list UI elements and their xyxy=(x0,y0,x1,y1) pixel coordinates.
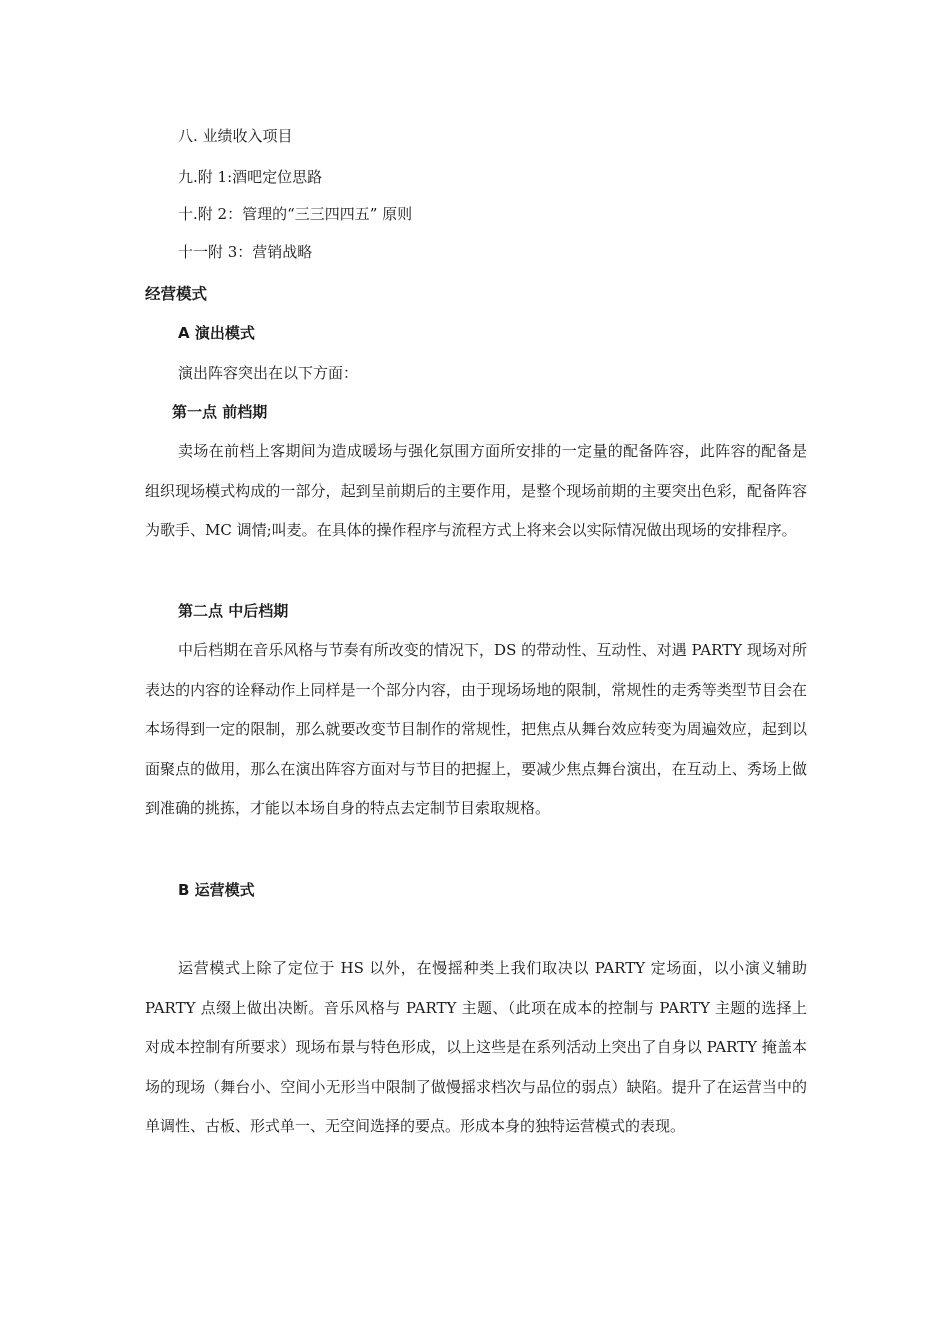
point-2-heading: 第二点 中后档期 xyxy=(178,602,289,620)
point-2-paragraph: 中后档期在音乐风格与节奏有所改变的情况下，DS 的带动性、互动性、对遇 PARTY 现场对所表达的内容的诠释动作上同样是一个部分内容，由于现场场地的限制，常规性的走秀等类型节目会在本场得到一定的限制，那么就要改变节目制作的常规性，把焦点从舞台效应转变为周遍效应，起到以面聚点的做用，那么在演出阵容方面对与节目的把握上，要减少焦点舞台演出，在互动上、秀场上做到准确的挑拣，才能以本场自身的特点去定制节目索取规格。 xyxy=(145,641,807,818)
section-title: 经营模式 xyxy=(145,285,208,303)
toc-item-8: 八. 业绩收入项目 xyxy=(178,127,293,145)
toc-item-10: 十.附 2：管理的“三三四四五” 原则 xyxy=(178,205,413,223)
subsection-a-intro: 演出阵容突出在以下方面： xyxy=(178,364,359,382)
toc-item-9: 九.附 1:酒吧定位思路 xyxy=(178,168,323,186)
toc-item-11: 十一附 3：营销战略 xyxy=(178,243,313,261)
subsection-b-heading: B 运营模式 xyxy=(178,881,255,899)
subsection-b-paragraph: 运营模式上除了定位于 HS 以外，在慢摇种类上我们取决以 PARTY 定场面，以小演义辅助 PARTY 点缀上做出决断。音乐风格与 PARTY 主题、（此项在成本的控制与 PARTY 主题的选择上对成本控制有所要求）现场布景与特色形成，以上这些是在系列活动上突出了自身以 PARTY 掩盖本场的现场（舞台小、空间小无形当中限制了做慢摇求档次与品位的弱点）缺陷。提升了在运营当中的单调性、古板、形式单一、无空间选择的要点。形成本身的独特运营模式的表现。 xyxy=(145,959,807,1136)
point-1-heading: 第一点 前档期 xyxy=(172,403,268,421)
point-1-paragraph: 卖场在前档上客期间为造成暖场与强化氛围方面所安排的一定量的配备阵容，此阵容的配备是组织现场模式构成的一部分，起到呈前期后的主要作用，是整个现场前期的主要突出色彩，配备阵容为歌手、MC 调情;叫麦。在具体的操作程序与流程方式上将来会以实际情况做出现场的安排程序。 xyxy=(145,442,807,540)
subsection-a-heading: A 演出模式 xyxy=(178,324,255,342)
